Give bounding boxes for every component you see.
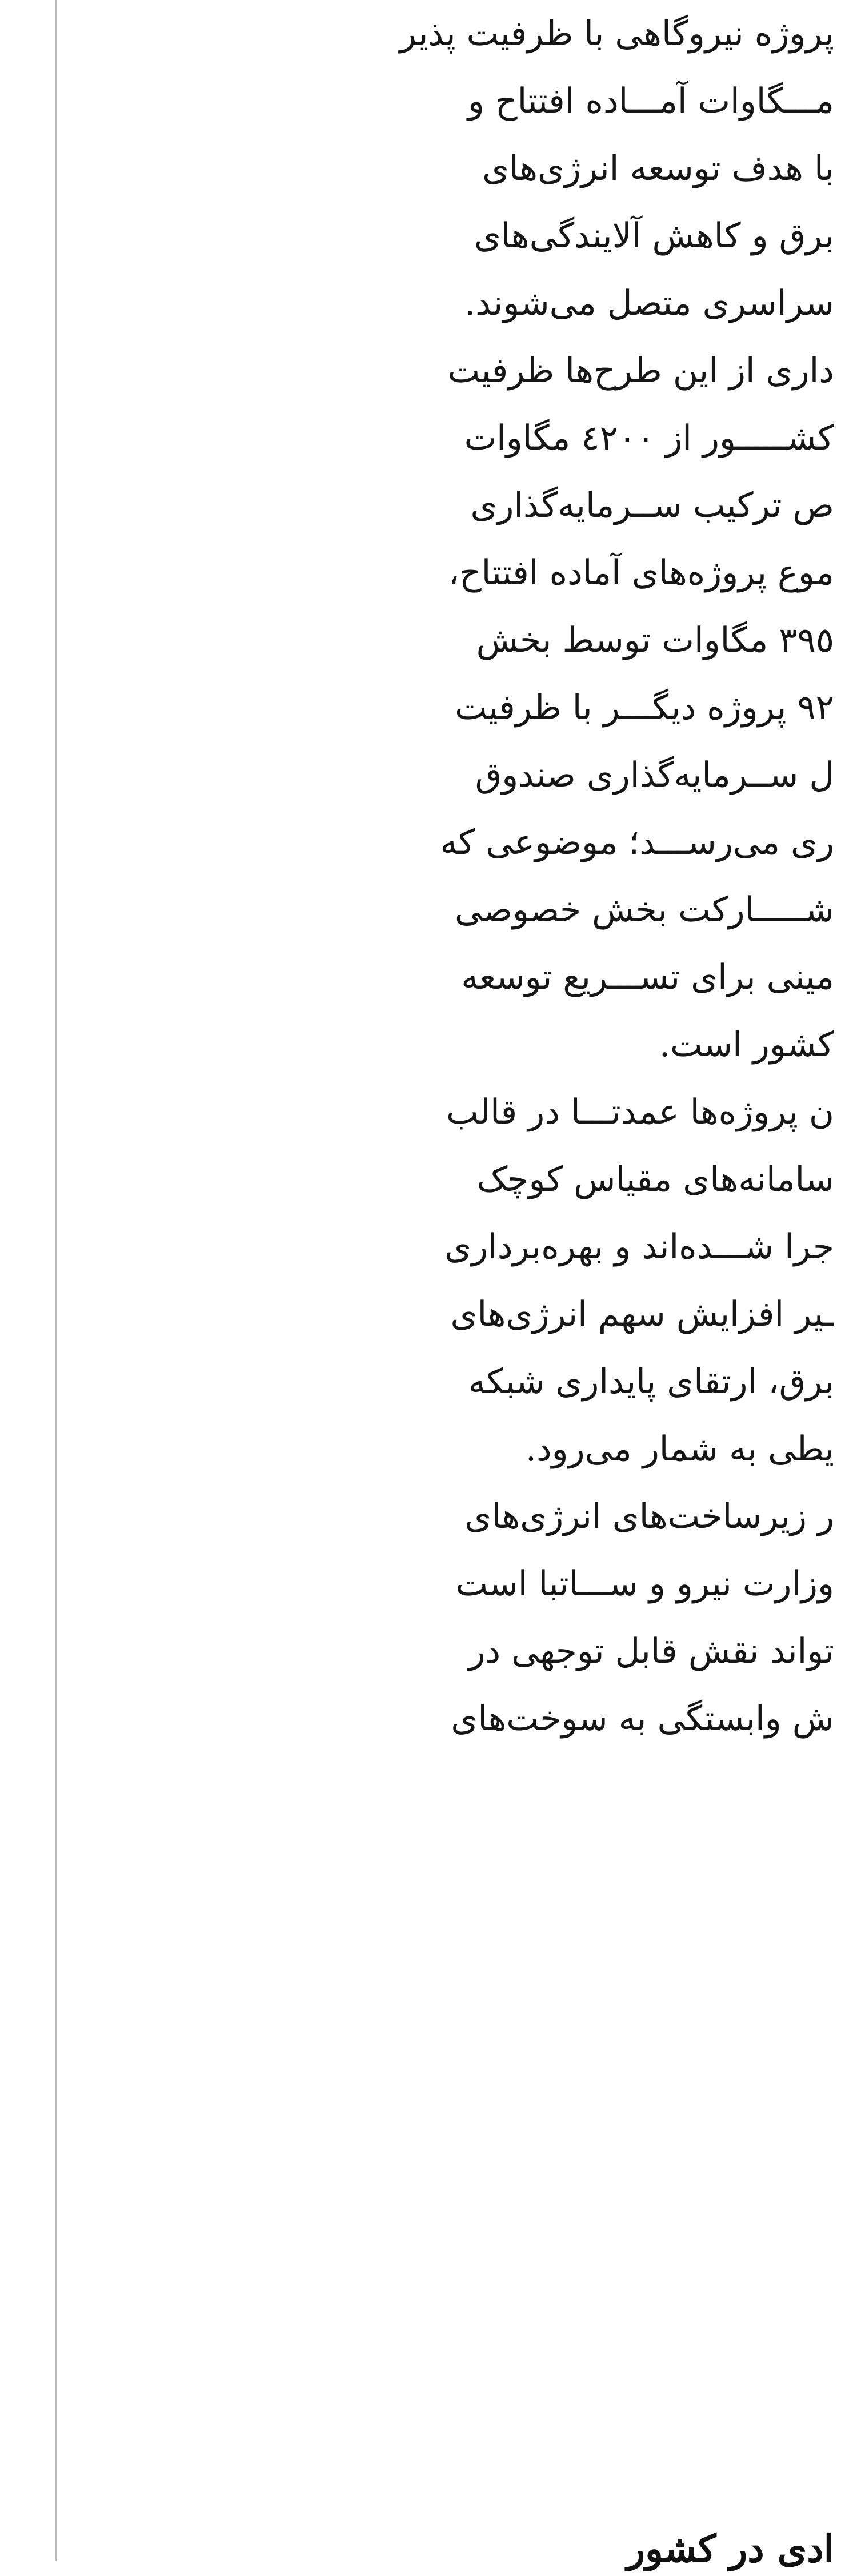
text-line: با هدف توسعه انرژی‌های [482, 149, 834, 188]
text-line: برق و کاهش آلایندگی‌های [474, 216, 834, 256]
text-line: ٣٩٥ مگاوات توسط بخش [476, 620, 834, 660]
article-body [57, 0, 857, 1752]
section-heading-cropped [57, 2521, 857, 2576]
text-line: یطی به شمار می‌رود. [525, 1429, 834, 1469]
text-line: کشـــــور از ٤٢٠٠ مگاوات [464, 418, 834, 458]
text-line: مینی برای تســـریع توسعه [461, 957, 834, 997]
text-line: ص ترکیب ســرمایه‌گذاری [470, 485, 834, 525]
text-line: برق، ارتقای پایداری شبکه [468, 1362, 834, 1402]
paragraph-block-3 [57, 1078, 834, 1483]
text-line: تواند نقش قابل توجهی در [468, 1631, 834, 1671]
text-line: موع پروژه‌های آماده افتتاح، [448, 553, 834, 593]
text-line: مـــگاوات آمـــاده افتتاح و [467, 81, 834, 121]
text-line: سراسری متصل می‌شوند. [464, 283, 834, 323]
text-line: جرا شـــده‌اند و بهره‌برداری [444, 1227, 834, 1267]
text-line: شـــــارکت بخش خصوصی [454, 890, 834, 930]
paragraph-block-1 [57, 0, 834, 337]
text-line: ٩٢ پروژه دیگـــر با ظرفیت [455, 688, 834, 728]
text-line: ـیر افزایش سهم انرژی‌های [450, 1294, 834, 1334]
paragraph-block-4 [57, 1483, 834, 1752]
section-heading-text: ادی در کشور [627, 2526, 834, 2571]
text-line: سامانه‌های مقیاس کوچک [476, 1159, 834, 1199]
text-line: ل ســرمایه‌گذاری صندوق [475, 755, 834, 795]
text-line: کشور است. [659, 1025, 834, 1065]
text-line: پروژه نیروگاهی با ظرفیت پذیر [399, 14, 834, 54]
text-line: وزارت نیرو و ســـاتبا است [455, 1564, 834, 1604]
text-line: ن پروژه‌ها عمدتـــا در قالب [446, 1092, 834, 1132]
text-line: ش وابستگی به سوخت‌های [451, 1699, 834, 1739]
text-line: ر زیرساخت‌های انرژی‌های [464, 1496, 834, 1536]
text-line: ری می‌رســـد؛ موضوعی که [440, 822, 834, 862]
paragraph-block-2 [57, 337, 834, 1078]
text-line: داری از این طرح‌ها ظرفیت [447, 351, 834, 391]
